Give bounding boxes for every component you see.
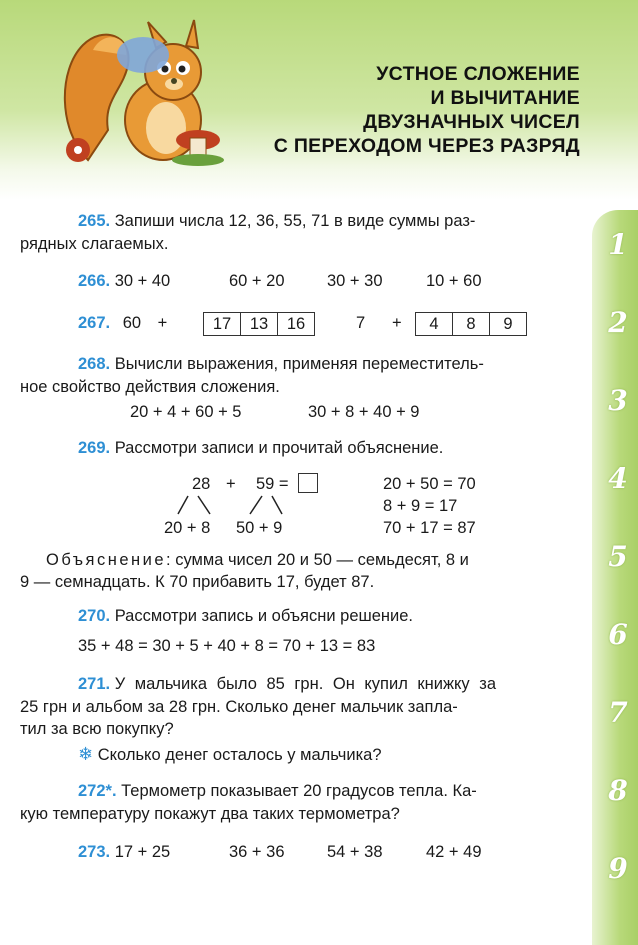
task-272-text2: кую температуру покажут два таких термометра? — [20, 805, 400, 823]
task-269-answer-box[interactable] — [298, 471, 318, 493]
task-269-left-a: 28 — [192, 475, 211, 493]
task-269-left-b: 59 = — [256, 475, 289, 493]
task-269-line — [78, 437, 443, 459]
task-267-box2-3: 9 — [503, 315, 513, 333]
task-272-text1: Термометр показывает 20 градусов тепла. Ка- — [121, 782, 477, 800]
task-269-split-lines — [170, 494, 290, 518]
task-273-item-4: 42 + 49 — [426, 843, 482, 861]
task-270-number: 270. — [78, 607, 111, 625]
task-267-b: 7 — [356, 314, 366, 332]
task-271-text2: 25 грн и альбом за 28 грн. Сколько денег мальчик запла- — [20, 698, 458, 716]
task-267-a: 60 — [122, 314, 142, 332]
title-line-3: ДВУЗНАЧНЫХ ЧИСЕЛ — [363, 111, 580, 133]
task-272-number: 272*. — [78, 782, 117, 800]
task-273-item-2: 36 + 36 — [229, 843, 285, 861]
task-267-box1-2: 13 — [241, 313, 278, 335]
task-267-boxes-2 — [415, 312, 527, 336]
side-tab-2[interactable]: 2 — [608, 306, 628, 339]
side-tab-4[interactable]: 4 — [608, 462, 628, 495]
task-268-number: 268. — [78, 355, 111, 373]
task-269-text: Рассмотри записи и прочитай объяснение. — [114, 439, 444, 457]
task-266-item-3: 30 + 30 — [327, 272, 383, 290]
task-266-number: 266. — [78, 272, 111, 290]
task-269-expl-text1: : сумма чисел 20 и 50 — семьдесят, 8 и — [166, 551, 469, 569]
task-269-number: 269. — [78, 439, 111, 457]
task-267-box2-2: 8 — [453, 313, 490, 335]
task-269-expl-word: Объяснение — [46, 551, 167, 569]
side-tab-1[interactable]: 1 — [608, 228, 628, 261]
task-270-text: Рассмотри запись и объясни решение. — [114, 607, 414, 625]
task-267-plus1: + — [157, 314, 168, 332]
side-tab-6[interactable]: 6 — [608, 618, 628, 651]
task-267-box2-1: 4 — [416, 313, 453, 335]
side-tab-5[interactable]: 5 — [608, 540, 628, 573]
task-267-box1-1: 17 — [204, 313, 241, 335]
page-title — [274, 62, 580, 158]
task-271-line1 — [78, 673, 496, 695]
task-270-line — [78, 605, 413, 627]
task-271-text1: У мальчика было 85 грн. Он купил книжку за — [114, 675, 496, 693]
task-267-number: 267. — [78, 314, 111, 332]
squirrel-illustration — [48, 10, 238, 170]
task-266-item-4: 10 + 60 — [426, 272, 482, 290]
task-271-extra-text: Сколько денег осталось у мальчика? — [97, 746, 382, 764]
task-266-item-2: 60 + 20 — [229, 272, 285, 290]
task-265-line1 — [78, 210, 475, 232]
title-line-4: С ПЕРЕХОДОМ ЧЕРЕЗ РАЗРЯД — [273, 135, 580, 157]
task-267-plus2: + — [392, 314, 402, 332]
side-tab-7[interactable]: 7 — [608, 696, 628, 729]
title-line-2: И ВЫЧИТАНИЕ — [430, 87, 580, 109]
side-tab-9[interactable]: 9 — [608, 852, 628, 885]
task-273-item-3: 54 + 38 — [327, 843, 383, 861]
task-268-text1: Вычисли выражения, применяя переместитель- — [114, 355, 484, 373]
task-267-box1-3: 16 — [286, 315, 306, 333]
task-273-item-1: 17 + 25 — [114, 843, 171, 861]
task-267-boxes-1 — [203, 312, 315, 336]
task-268-expr2: 30 + 8 + 40 + 9 — [308, 403, 420, 421]
task-269-explanation-line1 — [46, 549, 469, 571]
task-269-expl-text2: 9 — семнадцать. К 70 прибавить 17, будет 87. — [20, 573, 375, 591]
task-269-split-b: 50 + 9 — [236, 519, 283, 537]
side-tab-8[interactable]: 8 — [608, 774, 628, 807]
task-269-split-a: 20 + 8 — [164, 519, 211, 537]
task-268-text2: ное свойство действия сложения. — [20, 378, 280, 396]
task-269-left-plus: + — [226, 475, 236, 493]
snowflake-icon: ❄ — [78, 744, 94, 764]
task-271-number: 271. — [78, 675, 111, 693]
title-line-1: УСТНОЕ СЛОЖЕНИЕ — [376, 63, 580, 85]
task-269-right-3: 70 + 17 = 87 — [383, 519, 476, 537]
task-269-right-2: 8 + 9 = 17 — [383, 497, 458, 515]
side-tab-3[interactable]: 3 — [608, 384, 628, 417]
task-265-text2: рядных слагаемых. — [20, 235, 169, 253]
task-268-line1 — [78, 353, 484, 375]
task-266 — [78, 270, 170, 292]
task-267-part1 — [78, 312, 167, 334]
task-273-number: 273. — [78, 843, 111, 861]
task-266-item-1: 30 + 40 — [114, 272, 171, 290]
task-272-line1 — [78, 780, 477, 802]
task-265-number: 265. — [78, 212, 111, 230]
task-271-text3: тил за всю покупку? — [20, 720, 174, 738]
task-265-text1: Запиши числа 12, 36, 55, 71 в виде суммы раз- — [114, 212, 476, 230]
task-270-expr: 35 + 48 = 30 + 5 + 40 + 8 = 70 + 13 = 83 — [78, 637, 376, 655]
task-271-extra — [78, 743, 382, 766]
task-273 — [78, 841, 170, 863]
task-269-right-1: 20 + 50 = 70 — [383, 475, 476, 493]
task-268-expr1: 20 + 4 + 60 + 5 — [130, 403, 242, 421]
